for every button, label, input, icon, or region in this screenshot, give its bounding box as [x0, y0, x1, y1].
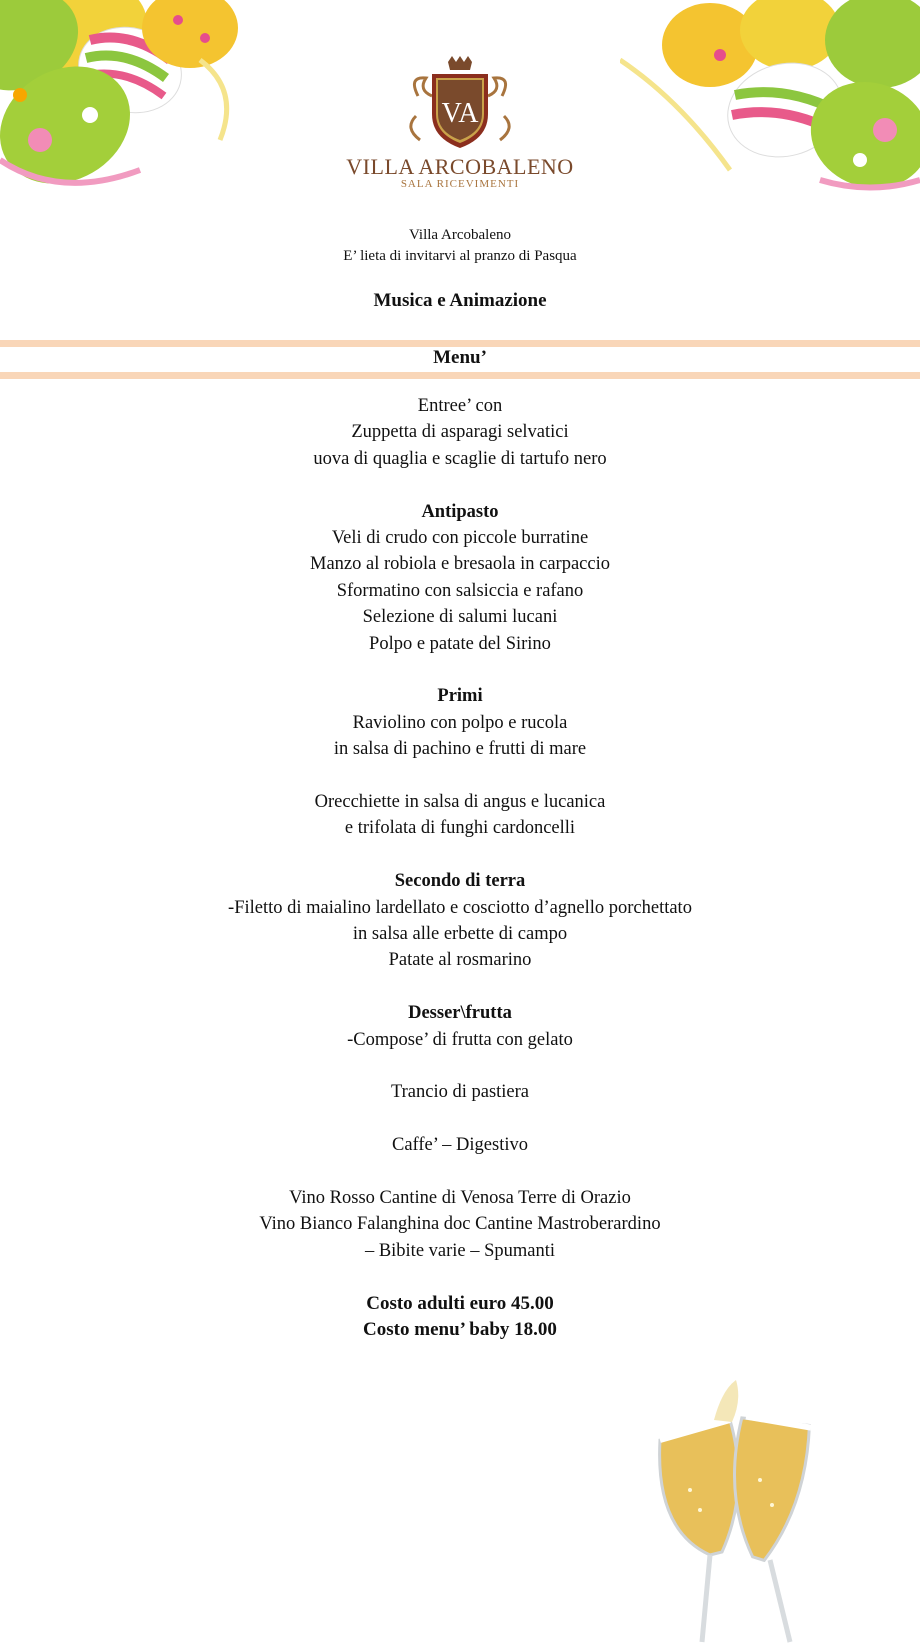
menu-line: Sformatino con salsiccia e rafano	[336, 580, 584, 601]
svg-text:VA: VA	[441, 98, 479, 129]
menu-line: Orecchiette in salsa di angus e lucanica	[314, 792, 606, 813]
invitation-line-1: Villa Arcobaleno	[409, 227, 511, 243]
section-heading-antipasto: Antipasto	[421, 501, 499, 522]
menu-line: e trifolata di funghi cardoncelli	[344, 818, 576, 839]
logo-subtitle: SALA RICEVIMENTI	[400, 178, 520, 190]
crest-icon	[340, 56, 580, 152]
menu-line: Raviolino con polpo e rucola	[352, 712, 568, 733]
invitation-line-2: E’ lieta di invitarvi al pranzo di Pasqua	[343, 248, 577, 264]
menu-line: Zuppetta di asparagi selvatici	[351, 422, 569, 443]
section-heading-primi: Primi	[437, 686, 483, 707]
menu-line: -Filetto di maialino lardellato e cosciotto d’agnello porchettato	[228, 897, 692, 918]
menu-line: Trancio di pastiera	[390, 1082, 530, 1103]
menu-line: Veli di crudo con piccole burratine	[331, 528, 589, 549]
menu-line: Vino Rosso Cantine di Venosa Terre di Orazio	[289, 1188, 631, 1209]
section-heading-secondo: Secondo di terra	[394, 871, 526, 892]
easter-eggs-right-image	[620, 0, 920, 200]
menu-line: Caffe’ – Digestivo	[392, 1135, 528, 1156]
entertainment-heading: Musica e Animazione	[373, 290, 547, 311]
menu-line: in salsa di pachino e frutti di mare	[333, 739, 587, 760]
menu-band-bottom	[0, 372, 920, 379]
menu-line: Vino Bianco Falanghina doc Cantine Mastroberardino	[259, 1214, 661, 1235]
villa-logo	[340, 56, 580, 196]
menu-band-top	[0, 340, 920, 347]
menu-line: Polpo e patate del Sirino	[369, 633, 551, 654]
menu-line: in salsa alle erbette di campo	[352, 924, 568, 945]
menu-line: uova di quaglia e scaglie di tartufo nero	[313, 448, 607, 469]
menu-line: -Compose’ di frutta con gelato	[347, 1029, 573, 1050]
logo-name: VILLA ARCOBALENO	[346, 154, 574, 179]
menu-body	[0, 393, 920, 1343]
price-adult: Costo adulti euro 45.00	[366, 1292, 554, 1314]
menu-line: Selezione di salumi lucani	[362, 607, 558, 628]
easter-eggs-left-image	[0, 0, 300, 200]
champagne-glasses-image	[640, 1380, 870, 1646]
menu-line: Manzo al robiola e bresaola in carpaccio	[310, 554, 610, 575]
price-baby: Costo menu’ baby 18.00	[363, 1319, 557, 1341]
menu-line: Patate al rosmarino	[388, 950, 532, 971]
menu-title: Menu’	[433, 347, 487, 368]
menu-line: – Bibite varie – Spumanti	[364, 1240, 556, 1261]
menu-line: Entree’ con	[417, 396, 503, 416]
section-heading-dessert: Desser\frutta	[408, 1003, 512, 1024]
